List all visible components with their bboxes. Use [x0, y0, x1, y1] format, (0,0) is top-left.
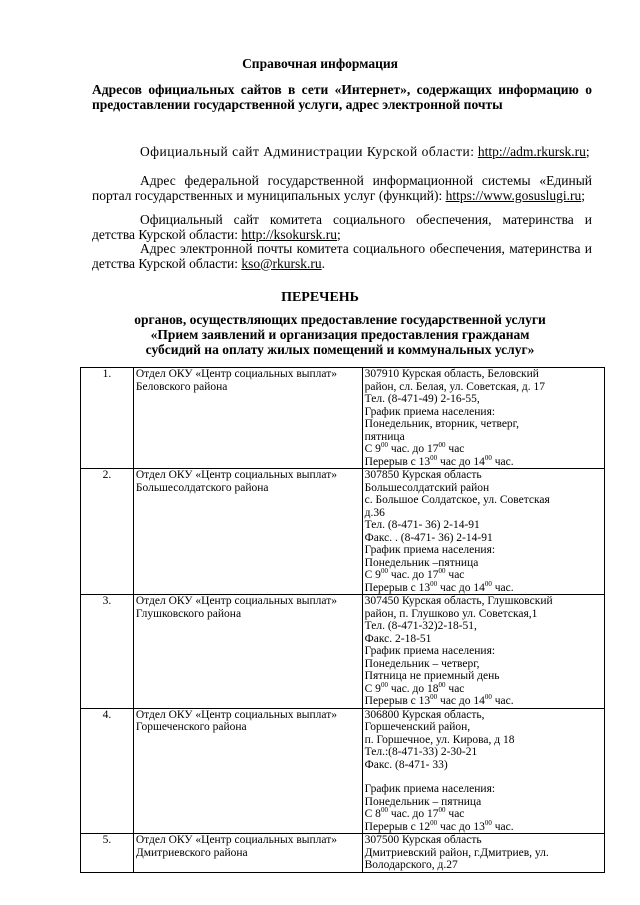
blank-line	[365, 771, 602, 783]
organization-line: Горшеченского района	[135, 721, 247, 733]
sup-minutes: 00	[430, 453, 438, 462]
sup-minutes: 00	[430, 693, 438, 702]
address-line: район, п. Глушково ул. Советская,1	[364, 607, 538, 620]
paragraph-tail: ;	[581, 187, 585, 203]
organization-line: Отдел ОКУ «Центр социальных выплат»	[135, 708, 337, 721]
row-number: 2.	[81, 469, 134, 595]
address-line: пятница	[364, 430, 405, 443]
address-line: Тел. (8-471-49) 2-16-55,	[364, 393, 480, 405]
kso-site-link[interactable]: http://ksokursk.ru	[241, 226, 337, 242]
paragraph-text: Адрес федеральной государственной информационной системы «Единый портал государственных и муниципальных услуг (функций):	[92, 173, 592, 203]
row-number: 5.	[81, 834, 134, 873]
address-line: Факс. 2-18-51	[364, 632, 432, 645]
address-line: Горшеченский район,	[364, 721, 471, 733]
organizations-heading	[70, 312, 610, 357]
sup-minutes: 00	[484, 818, 492, 827]
organization-cell	[133, 595, 362, 709]
sup-minutes: 00	[380, 806, 388, 815]
address-line: График приема населения:	[364, 783, 496, 795]
working-hours: С $9^{00}$ час. до $17^{00}$ час	[364, 567, 465, 581]
working-hours: С $9^{00}$ час. до $18^{00}$ час	[364, 680, 465, 695]
address-line: Большесолдатский район	[364, 481, 490, 494]
address-line: Понедельник, вторник, четверг,	[364, 418, 519, 430]
table-row	[81, 595, 605, 709]
working-hours: С $8^{00}$ час. до $17^{00}$ час	[364, 806, 465, 820]
paragraph-tail: ;	[336, 226, 341, 242]
address-line: д.36	[364, 506, 385, 519]
address-line: с. Большое Солдатское, ул. Советская	[364, 494, 550, 506]
sup-minutes: 00	[484, 453, 492, 462]
org-heading-line: органов, осуществляющих предоставление государственной услуги	[134, 312, 546, 327]
subtitle: Адресов официальных сайтов в сети «Интернет», содержащих информацию о предоставлении государственной услуги, адрес электронной почты	[92, 82, 592, 112]
list-heading: ПЕРЕЧЕНЬ	[281, 290, 359, 305]
address-line: График приема населения:	[364, 544, 496, 556]
org-heading-line: «Прием заявлений и организация предоставления гражданам	[150, 327, 530, 342]
paragraph-tail: ;	[585, 144, 590, 159]
sup-minutes: 00	[438, 680, 446, 689]
address-line: Факс. . (8-471- 36) 2-14-91	[364, 531, 493, 544]
paragraph-tail: .	[321, 255, 326, 271]
sup-minutes: 00	[380, 680, 388, 689]
org-heading-line: субсидий на оплату жилых помещений и коммунальных услуг»	[145, 342, 535, 357]
address-line: График приема населения:	[364, 405, 496, 418]
table-row	[81, 834, 605, 873]
kso-email-link[interactable]: kso@rkursk.ru	[241, 255, 322, 271]
break-hours: Перерыв с $13^{00}$ час до $14^{00}$ час.	[364, 693, 514, 707]
sup-minutes: 00	[430, 579, 438, 588]
organization-line: Большесолдатского района	[135, 481, 269, 494]
paragraph-text: Официальный сайт Администрации Курской области:	[140, 144, 475, 159]
address-cell	[362, 469, 604, 595]
organization-cell	[133, 469, 362, 595]
address-cell	[362, 368, 604, 469]
row-number: 4.	[81, 708, 134, 834]
address-line: Понедельник –пятница	[364, 556, 479, 569]
address-line: п. Горшечное, ул. Кирова, д 18	[364, 733, 515, 746]
address-line: Дмитриевский район, г.Дмитриев, ул.	[364, 846, 549, 859]
address-cell	[362, 595, 604, 709]
address-line: 307910 Курская область, Беловский	[364, 368, 539, 380]
sup-minutes: 00	[438, 806, 446, 815]
address-line: Тел. (8-471- 36) 2-14-91	[364, 519, 480, 531]
address-line: 307450 Курская область, Глушковский	[364, 595, 553, 607]
sup-minutes: 00	[380, 441, 388, 450]
address-line: 306800 Курская область,	[364, 708, 485, 721]
sup-minutes: 00	[430, 818, 438, 827]
sup-minutes: 00	[484, 693, 492, 702]
paragraph-gosuslugi	[92, 174, 592, 203]
address-cell	[362, 708, 604, 834]
paragraph-admin-site	[92, 145, 592, 160]
address-cell	[362, 834, 604, 873]
organization-cell	[133, 368, 362, 469]
address-line: Факс. (8-471- 33)	[364, 758, 448, 771]
admin-site-link[interactable]: http://adm.rkursk.ru	[477, 144, 586, 159]
organization-line: Дмитриевского района	[135, 846, 248, 859]
organization-line: Глушковского района	[135, 607, 242, 620]
address-line: Тел. (8-471-32)2-18-51,	[364, 620, 477, 632]
address-line: График приема населения:	[364, 645, 496, 657]
organization-line: Отдел ОКУ «Центр социальных выплат»	[135, 595, 337, 607]
address-line: 307500 Курская область	[364, 834, 482, 846]
sup-minutes: 00	[438, 441, 446, 450]
organization-cell	[133, 708, 362, 834]
paragraph-text: Адрес электронной почты комитета социального обеспечения, материнства и детства Курской области:	[92, 241, 592, 271]
paragraph-kso-site	[92, 213, 592, 242]
break-hours: Перерыв с $13^{00}$ час до $14^{00}$ час.	[364, 453, 514, 468]
address-line: Володарского, д.27	[364, 859, 458, 871]
address-line: район, сл. Белая, ул. Советская, д. 17	[364, 380, 546, 393]
page-title: Справочная информация	[242, 56, 398, 71]
paragraph-text: Официальный сайт комитета социального обеспечения, материнства и детства Курской области:	[92, 212, 592, 242]
row-number: 1.	[81, 368, 134, 469]
organization-line: Отдел ОКУ «Центр социальных выплат»	[135, 368, 337, 380]
organization-line: Отдел ОКУ «Центр социальных выплат»	[135, 469, 337, 481]
paragraph-kso-email	[92, 242, 592, 271]
table-row	[81, 708, 605, 834]
table-row	[81, 368, 605, 469]
sup-minutes: 00	[380, 567, 388, 576]
address-line: Пятница не приемный день	[364, 670, 500, 682]
organization-cell	[133, 834, 362, 873]
address-line: Понедельник – пятница	[364, 795, 482, 808]
row-number: 3.	[81, 595, 134, 709]
working-hours: С $9^{00}$ час. до $17^{00}$ час	[364, 441, 465, 455]
sup-minutes: 00	[438, 567, 446, 576]
gosuslugi-link[interactable]: https://www.gosuslugi.ru	[445, 187, 582, 203]
sup-minutes: 00	[484, 579, 492, 588]
break-hours: Перерыв с $12^{00}$ час до $13^{00}$ час.	[364, 818, 514, 833]
organization-line: Беловского района	[135, 380, 228, 393]
address-line: 307850 Курская область	[364, 469, 482, 481]
table-row	[81, 469, 605, 595]
organization-line: Отдел ОКУ «Центр социальных выплат»	[135, 834, 337, 846]
organizations-table	[80, 367, 605, 873]
break-hours: Перерыв с $13^{00}$ час до $14^{00}$ час.	[364, 579, 514, 594]
address-line: Понедельник – четверг,	[364, 657, 480, 670]
address-line: Тел.:(8-471-33) 2-30-21	[364, 746, 478, 758]
